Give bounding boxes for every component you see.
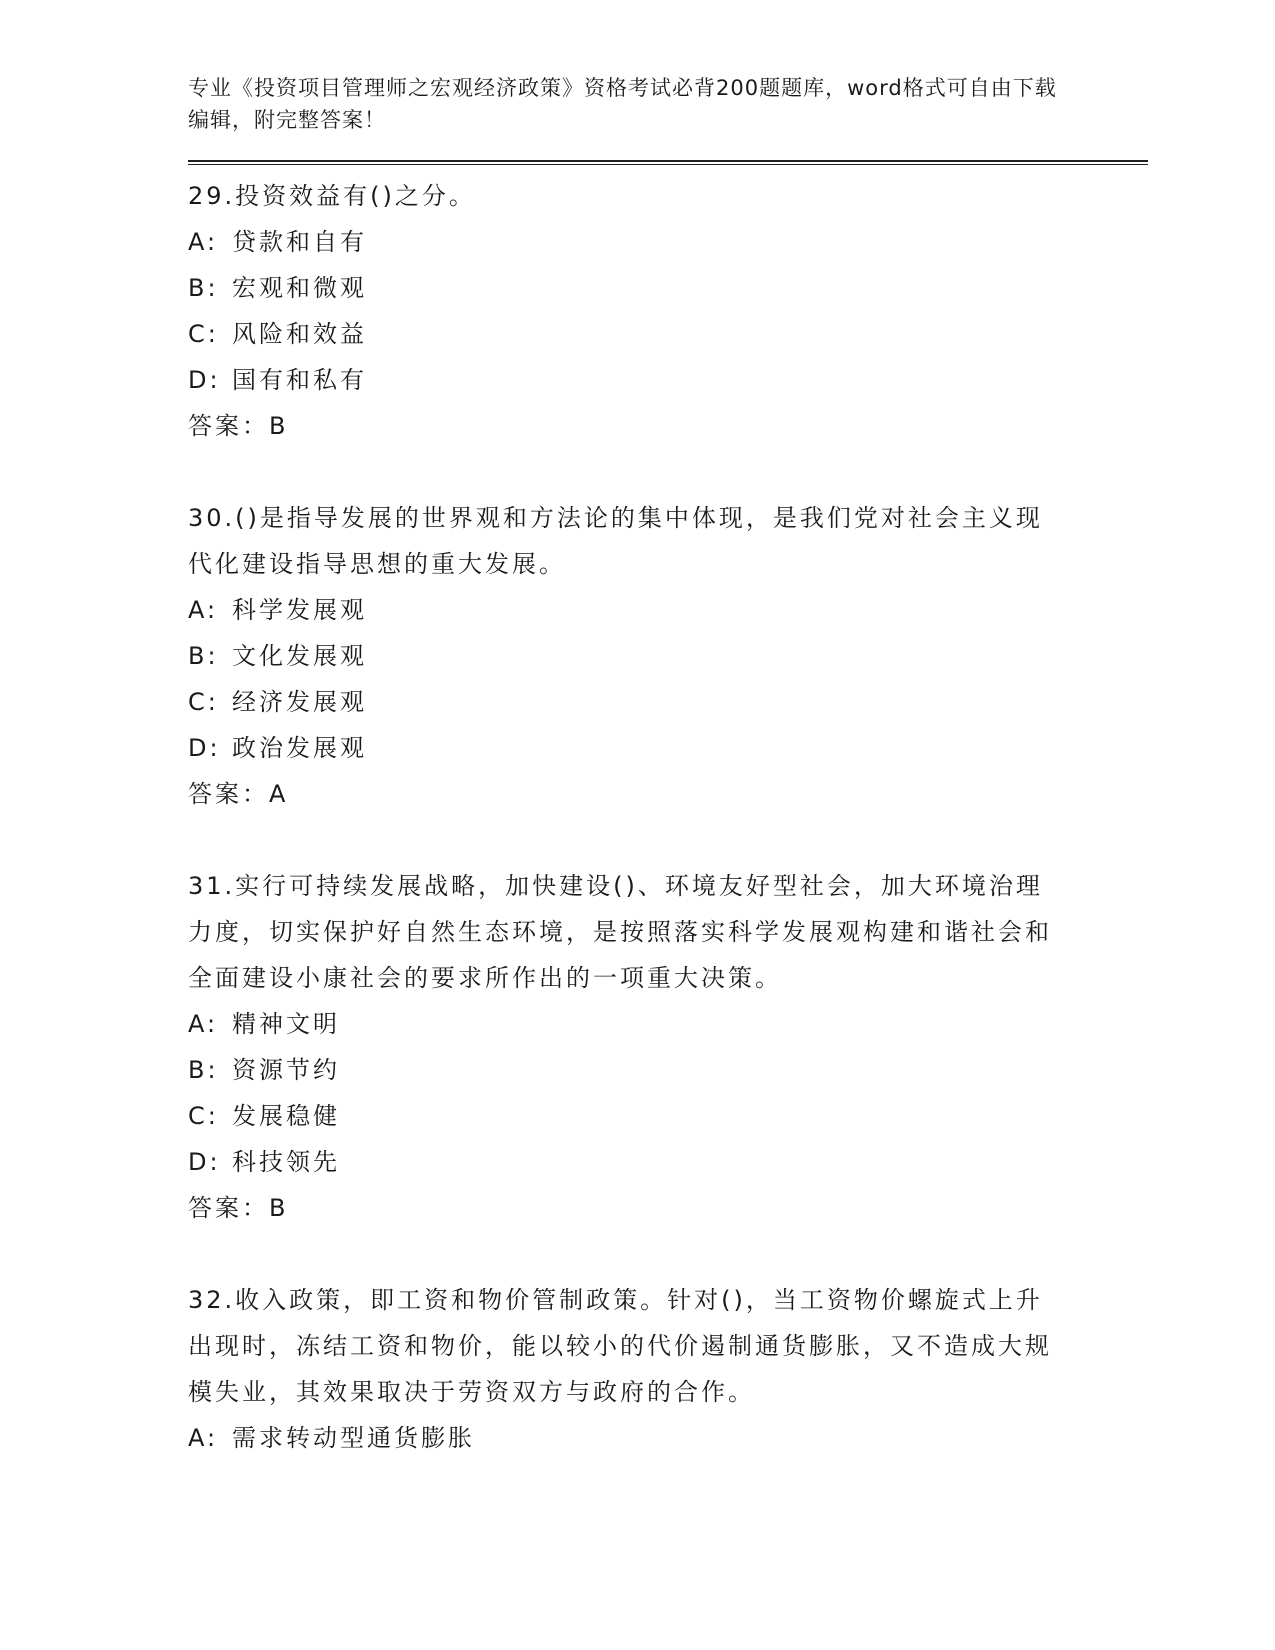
option-text: 资源节约 [232, 1056, 340, 1084]
option-text: 文化发展观 [232, 642, 367, 670]
option-b [188, 633, 1148, 679]
option-key: B: [188, 274, 219, 302]
option-key: B: [188, 1056, 219, 1084]
option-text: 政治发展观 [232, 734, 367, 762]
question-stem: 29.投资效益有()之分。 [188, 182, 476, 210]
header-divider [188, 160, 1148, 165]
option-c [188, 311, 1148, 357]
option-text: 风险和效益 [232, 320, 367, 348]
question-32 [188, 1277, 1148, 1461]
question-31 [188, 863, 1148, 1231]
answer-line: 答案：B [188, 412, 289, 440]
document-page [188, 72, 1148, 1461]
option-key: B: [188, 642, 219, 670]
option-a [188, 1001, 1148, 1047]
option-a [188, 1415, 1148, 1461]
option-c [188, 1093, 1148, 1139]
option-text: 科技领先 [232, 1148, 340, 1176]
answer-line: 答案：B [188, 1194, 289, 1222]
option-key: A: [188, 1424, 219, 1452]
question-stem: 31.实行可持续发展战略，加快建设()、环境友好型社会，加大环境治理力度，切实保护好自然生态环境，是按照落实科学发展观构建和谐社会和全面建设小康社会的要求所作出的一项重大决策。 [188, 872, 1052, 992]
option-key: A: [188, 228, 219, 256]
question-stem: 32.收入政策，即工资和物价管制政策。针对()，当工资物价螺旋式上升出现时，冻结工资和物价，能以较小的代价遏制通货膨胀，又不造成大规模失业，其效果取决于劳资双方与政府的合作。 [188, 1286, 1052, 1406]
option-a [188, 587, 1148, 633]
option-c [188, 679, 1148, 725]
option-text: 发展稳健 [232, 1102, 340, 1130]
option-key: A: [188, 596, 219, 624]
option-b [188, 265, 1148, 311]
option-b [188, 1047, 1148, 1093]
option-d [188, 1139, 1148, 1185]
option-d [188, 725, 1148, 771]
question-29 [188, 173, 1148, 449]
option-a [188, 219, 1148, 265]
option-text: 贷款和自有 [232, 228, 367, 256]
option-text: 宏观和微观 [232, 274, 367, 302]
option-key: D: [188, 366, 221, 394]
question-30 [188, 495, 1148, 817]
question-spacer [188, 817, 1148, 863]
answer-line: 答案：A [188, 780, 289, 808]
option-key: D: [188, 1148, 221, 1176]
option-text: 经济发展观 [232, 688, 367, 716]
option-key: C: [188, 320, 219, 348]
option-key: C: [188, 1102, 219, 1130]
option-key: A: [188, 1010, 219, 1038]
question-spacer [188, 1231, 1148, 1277]
question-stem: 30.()是指导发展的世界观和方法论的集中体现，是我们党对社会主义现代化建设指导思想的重大发展。 [188, 504, 1043, 578]
option-key: C: [188, 688, 219, 716]
option-text: 国有和私有 [232, 366, 367, 394]
option-text: 科学发展观 [232, 596, 367, 624]
option-d [188, 357, 1148, 403]
option-key: D: [188, 734, 221, 762]
document-header: 专业《投资项目管理师之宏观经济政策》资格考试必背200题题库，word格式可自由下载编辑，附完整答案！ [188, 76, 1057, 132]
question-spacer [188, 449, 1148, 495]
option-text: 精神文明 [232, 1010, 340, 1038]
option-text: 需求转动型通货膨胀 [232, 1424, 475, 1452]
